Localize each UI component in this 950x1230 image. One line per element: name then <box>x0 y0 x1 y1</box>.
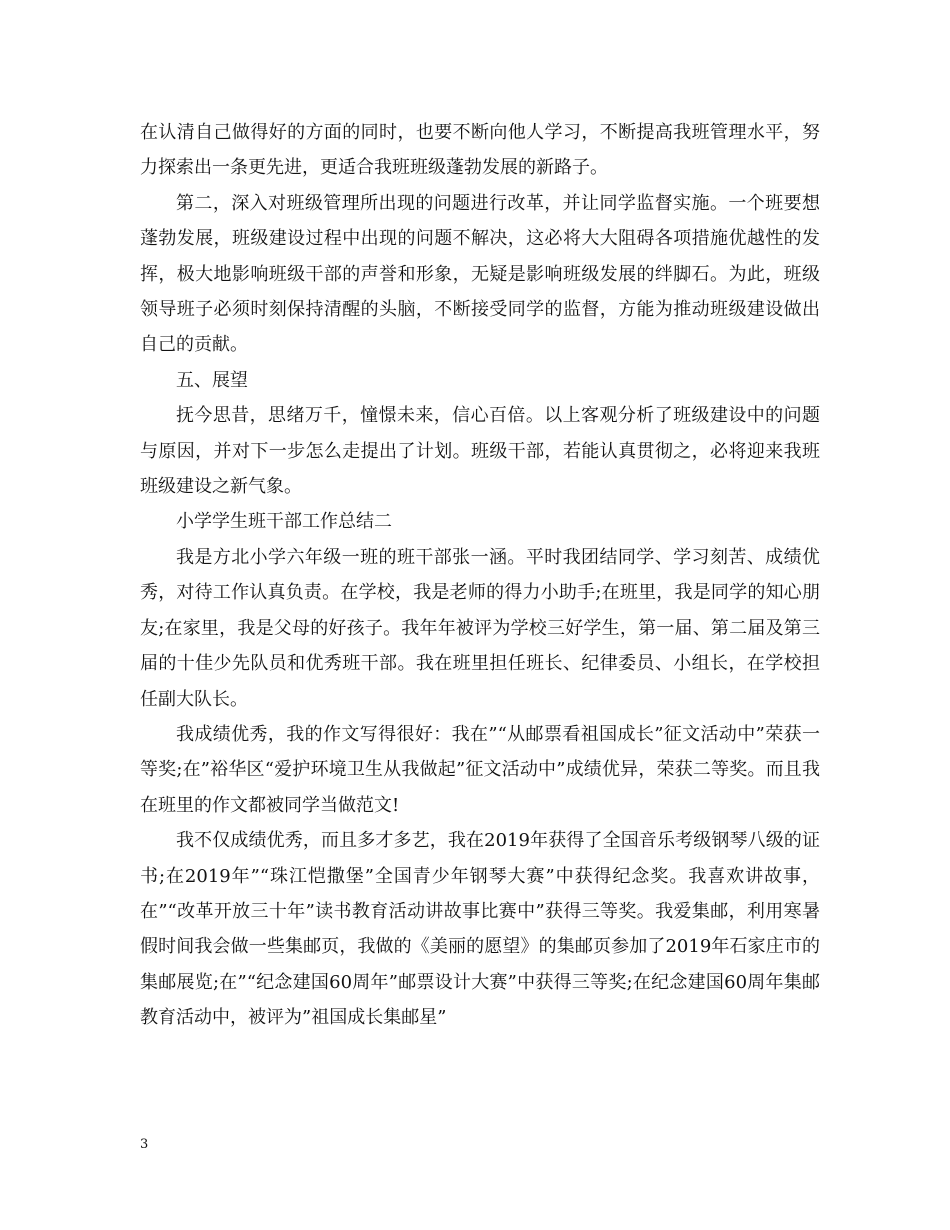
document-body <box>140 115 820 1036</box>
page-number: 3 <box>140 1137 149 1152</box>
paragraph-talents: 我不仅成绩优秀，而且多才多艺，我在2019年获得了全国音乐考级钢琴八级的证书;在2019年”“珠江恺撒堡”全国青少年钢琴大赛”中获得纪念奖。我喜欢讲故事，在”“改革开放三十年”读书教育活动讲故事比赛中”获得三等奖。我爱集邮，利用寒暑假时间我会做一些集邮页，我做的《美丽的愿望》的集邮页参加了2019年石家庄市的集邮展览;在”“纪念建国60周年”邮票设计大赛”中获得三等奖;在纪念建国60周年集邮教育活动中，被评为”祖国成长集邮星” <box>140 830 820 1029</box>
paragraph-self-introduction: 我是方北小学六年级一班的班干部张一涵。平时我团结同学、学习刻苦、成绩优秀，对待工作认真负责。在学校，我是老师的得力小助手;在班里，我是同学的知心朋友;在家里，我是父母的好孩子。我年年被评为学校三好学生，第一届、第二届及第三届的十佳少先队员和优秀班干部。我在班里担任班长、纪律委员、小组长，在学校担任副大队长。 <box>140 546 820 710</box>
document-subtitle: 小学学生班干部工作总结二 <box>176 511 392 533</box>
paragraph-point-two: 第二，深入对班级管理所出现的问题进行改革，并让同学监督实施。一个班要想蓬勃发展，班级建设过程中出现的问题不解决，这必将大大阻碍各项措施优越性的发挥，极大地影响班级干部的声誉和形象，无疑是影响班级发展的绊脚石。为此，班级领导班子必须时刻保持清醒的头脑，不断接受同学的监督，方能为推动班级建设做出自己的贡献。 <box>140 192 820 356</box>
paragraph-writing-awards: 我成绩优秀，我的作文写得很好：我在”“从邮票看祖国成长”征文活动中”荣获一等奖;在”裕华区“爱护环境卫生从我做起”征文活动中”成绩优异，荣获二等奖。而且我在班里的作文都被同学当做范文! <box>140 723 820 816</box>
section-heading-outlook: 五、展望 <box>176 369 248 391</box>
paragraph-outlook: 抚今思昔，思绪万千，憧憬未来，信心百倍。以上客观分析了班级建设中的问题与原因，并对下一步怎么走提出了计划。班级干部，若能认真贯彻之，必将迎来我班班级建设之新气象。 <box>140 405 820 498</box>
paragraph-continuation: 在认清自己做得好的方面的同时，也要不断向他人学习，不断提高我班管理水平，努力探索出一条更先进，更适合我班班级蓬勃发展的新路子。 <box>140 122 820 179</box>
